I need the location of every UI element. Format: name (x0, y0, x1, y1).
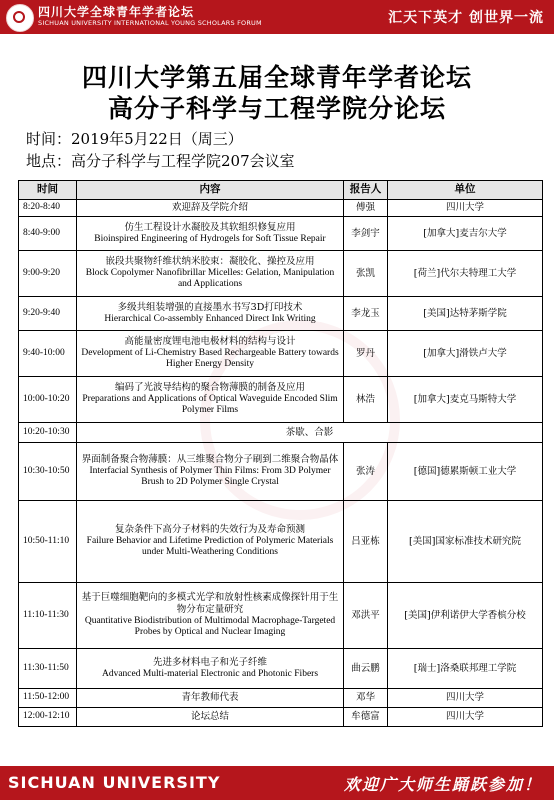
row-time: 10:30-10:50 (19, 443, 77, 501)
header-time: 时间 (19, 181, 77, 200)
row-time: 9:00-9:20 (19, 251, 77, 297)
row-content (77, 708, 344, 727)
talk-title-en: Interfacial Synthesis of Polymer Thin Films: From 3D Polymer Brush to 2D Polymer Single Crystal (89, 465, 331, 488)
row-unit: [美国]国家标准技术研究院 (388, 501, 543, 583)
talk-title-cn: 复杂条件下高分子材料的失效行为及寿命预测 (114, 523, 305, 535)
header-content: 内容 (77, 181, 344, 200)
row-time: 11:10-11:30 (19, 583, 77, 649)
banner-slogan: 汇天下英才 创世界一流 (388, 10, 544, 26)
row-time: 12:00-12:10 (19, 708, 77, 727)
row-content (77, 377, 344, 423)
talk-title-cn: 先进多材料电子和光子纤维 (152, 656, 267, 668)
row-speaker: 张涛 (344, 443, 388, 501)
talk-title-en: Advanced Multi-material Electronic and Photonic Fibers (101, 668, 319, 679)
talk-title-en: Quantitative Biodistribution of Multimodal Macrophage-Targeted Probes by Optical and Nuclear Imaging (84, 615, 336, 638)
row-content (77, 200, 344, 217)
row-unit: [加拿大]麦吉尔大学 (388, 217, 543, 251)
table-row (19, 251, 543, 297)
talk-title-en: Failure Behavior and Lifetime Prediction of Polymeric Materials under Multi-Weathering Conditions (86, 535, 334, 558)
row-speaker: 李龙玉 (344, 297, 388, 331)
table-row (19, 331, 543, 377)
row-speaker: 吕亚栋 (344, 501, 388, 583)
row-content (77, 583, 344, 649)
talk-title-en: Preparations and Applications of Optical Waveguide Encoded Slim Polymer Films (82, 393, 338, 416)
row-time: 10:00-10:20 (19, 377, 77, 423)
talk-title-cn: 多级共组装增强的直接墨水书写3D打印技术 (117, 301, 303, 313)
footer-invitation: 欢迎广大师生踊跃参加！ (343, 775, 542, 794)
talk-title-en: Bioinspired Engineering of Hydrogels for Soft Tissue Repair (94, 233, 326, 244)
row-unit: [德国]德累斯顿工业大学 (388, 443, 543, 501)
talk-title-cn: 高能量密度锂电池电极材料的结构与设计 (124, 335, 296, 347)
talk-title-en: Hierarchical Co-assembly Enhanced Direct Ink Writing (104, 313, 316, 324)
row-speaker: 邓洪平 (344, 583, 388, 649)
talk-title-cn: 青年教师代表 (181, 692, 239, 704)
row-content (77, 443, 344, 501)
row-unit: [美国]达特茅斯学院 (388, 297, 543, 331)
row-speaker: 林浩 (344, 377, 388, 423)
table-row (19, 377, 543, 423)
schedule-table (18, 180, 543, 727)
header-unit: 单位 (388, 181, 543, 200)
talk-title-en: Development of Li-Chemistry Based Rechargeable Battery towards Higher Energy Density (81, 347, 339, 370)
row-time: 10:50-11:10 (19, 501, 77, 583)
row-content (77, 251, 344, 297)
row-time: 8:20-8:40 (19, 200, 77, 217)
row-speaker: 邓华 (344, 689, 388, 708)
table-row (19, 297, 543, 331)
row-content (77, 689, 344, 708)
row-content (77, 297, 344, 331)
table-row (19, 200, 543, 217)
footer-university-name: SICHUAN UNIVERSITY (8, 773, 221, 792)
row-speaker: 牟德富 (344, 708, 388, 727)
break-content: 茶歇、合影 (77, 423, 543, 443)
table-row (19, 649, 543, 689)
talk-title-cn: 欢迎辞及学院介绍 (171, 202, 248, 214)
row-time: 8:40-9:00 (19, 217, 77, 251)
table-row (19, 217, 543, 251)
header-speaker: 报告人 (344, 181, 388, 200)
row-unit: 四川大学 (388, 689, 543, 708)
top-banner (0, 0, 554, 34)
row-speaker: 傅强 (344, 200, 388, 217)
banner-subtitle: SICHUAN UNIVERSITY INTERNATIONAL YOUNG SCHOLARS FORUM (38, 19, 262, 27)
row-speaker: 曲云鹏 (344, 649, 388, 689)
talk-title-cn: 编码了光波导结构的聚合物薄膜的制备及应用 (114, 381, 305, 393)
page-title-line1: 四川大学第五届全球青年学者论坛 (81, 63, 472, 92)
table-row-break (19, 423, 543, 443)
talk-title-cn: 嵌段共聚物纤维状纳米胶束：凝胶化、操控及应用 (105, 255, 315, 267)
row-unit: [瑞士]洛桑联邦理工学院 (388, 649, 543, 689)
table-row (19, 708, 543, 727)
row-time: 9:20-9:40 (19, 297, 77, 331)
talk-title-en: Block Copolymer Nanofibrillar Micelles: Gelation, Manipulation and Applications (85, 267, 335, 290)
row-unit: [荷兰]代尔夫特理工大学 (388, 251, 543, 297)
university-logo (6, 4, 34, 32)
row-unit: [加拿大]滑铁卢大学 (388, 331, 543, 377)
table-row (19, 443, 543, 501)
table-header-row (19, 181, 543, 200)
row-speaker: 张凯 (344, 251, 388, 297)
row-time: 9:40-10:00 (19, 331, 77, 377)
talk-title-cn: 界面制备聚合物薄膜：从三维聚合物分子刷到二维聚合物晶体 (81, 453, 339, 465)
table-row (19, 501, 543, 583)
row-content (77, 501, 344, 583)
row-speaker: 罗丹 (344, 331, 388, 377)
row-content (77, 217, 344, 251)
row-content (77, 331, 344, 377)
row-content (77, 649, 344, 689)
row-unit: 四川大学 (388, 200, 543, 217)
row-time: 10:20-10:30 (19, 423, 77, 443)
row-time: 11:50-12:00 (19, 689, 77, 708)
event-time: 时间：2019年5月22日（周三） (26, 130, 243, 148)
talk-title-cn: 基于巨噬细胞靶向的多模式光学和放射性核素成像探针用于生物分布定量研究 (81, 591, 339, 615)
row-unit: [美国]伊利诺伊大学香槟分校 (388, 583, 543, 649)
talk-title-cn: 仿生工程设计水凝胶及其软组织修复应用 (124, 221, 296, 233)
table-row (19, 689, 543, 708)
banner-title: 四川大学全球青年学者论坛 (38, 5, 195, 19)
event-location: 地点：高分子科学与工程学院207会议室 (26, 152, 295, 170)
table-row (19, 583, 543, 649)
row-unit: [加拿大]麦克马斯特大学 (388, 377, 543, 423)
row-unit: 四川大学 (388, 708, 543, 727)
row-speaker: 李剑宇 (344, 217, 388, 251)
row-time: 11:30-11:50 (19, 649, 77, 689)
talk-title-cn: 论坛总结 (190, 711, 229, 723)
page-title-line2: 高分子科学与工程学院分论坛 (107, 94, 446, 123)
bottom-banner (0, 766, 554, 800)
